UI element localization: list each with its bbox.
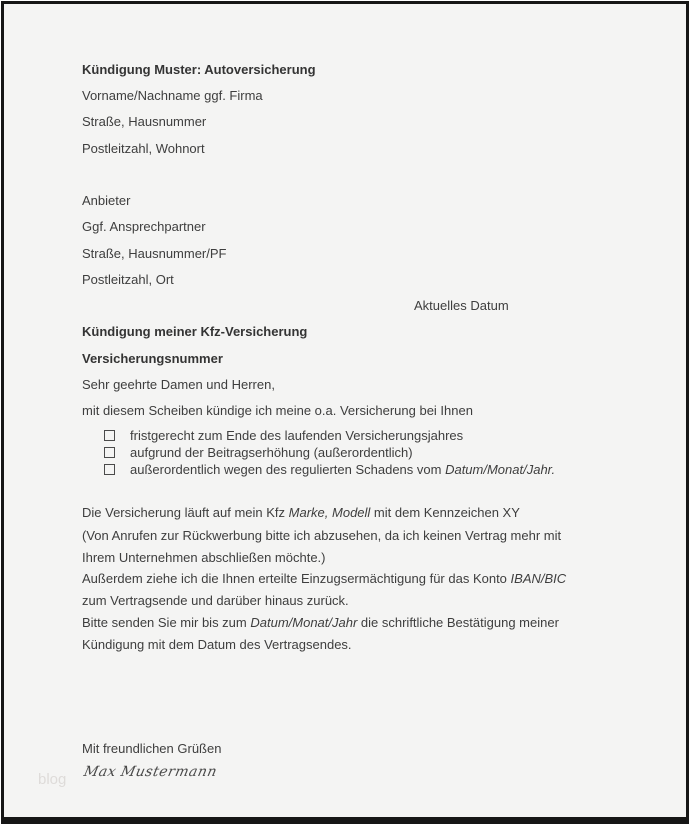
sender-city-line: Postleitzahl, Wohnort [82,141,205,156]
confirmation-text-pre: Bitte senden Sie mir bis zum [82,615,251,630]
account-paragraph [82,568,582,611]
letter-content [4,4,686,817]
checkbox-row-claim [104,462,555,478]
letter-page [1,1,689,824]
checkbox-row-premium-increase [104,445,413,461]
watermark-text: blog [38,771,67,788]
vehicle-text-pre: Die Versicherung läuft auf mein Kfz [82,505,289,520]
checkbox-icon[interactable] [104,464,115,475]
vehicle-text-italic: Marke, Modell [288,505,371,520]
letter-title: Kündigung Muster: Autoversicherung [82,62,316,77]
checkbox-label: aufgrund der Beitragserhöhung (außerordentlich) [130,445,413,460]
confirmation-text-post: die schriftliche Bestätigung meiner Kündigung mit dem Datum des Vertragsendes. [82,615,559,652]
sender-street-line: Straße, Hausnummer [82,114,207,129]
recipient-city-line: Postleitzahl, Ort [82,272,174,287]
intro-sentence: mit diesem Scheiben kündige ich meine o.a. Versicherung bei Ihnen [82,403,473,418]
vehicle-paragraph [82,505,520,521]
checkbox-icon[interactable] [104,430,115,441]
confirmation-text-italic: Datum/Monat/Jahr [250,615,358,630]
account-text-post: zum Vertragsende und darüber hinaus zurück. [82,592,349,608]
insurance-number-line: Versicherungsnummer [82,351,223,366]
account-text-italic: IBAN/BIC [510,571,567,586]
no-calls-paragraph: (Von Anrufen zur Rückwerbung bitte ich abzusehen, da ich keinen Vertrag mehr mit Ihrem Unternehmen abschließen möchte.) [82,528,562,565]
checkbox-label: fristgerecht zum Ende des laufenden Versicherungsjahres [130,428,464,443]
date-placeholder: Aktuelles Datum [414,298,509,313]
confirmation-paragraph [82,612,610,655]
recipient-street-line: Straße, Hausnummer/PF [82,246,227,261]
sender-name-line: Vorname/Nachname ggf. Firma [82,88,263,103]
checkbox-icon[interactable] [104,447,115,458]
subject-line: Kündigung meiner Kfz-Versicherung [82,324,308,339]
checkbox-row-deadline [104,428,463,444]
salutation: Sehr geehrte Damen und Herren, [82,377,275,392]
checkbox-label: außerordentlich wegen des regulierten Schadens vom [130,462,446,477]
recipient-provider-line: Anbieter [82,193,131,208]
signature-handwriting: Max Mustermann [82,764,219,780]
recipient-contact-line: Ggf. Ansprechpartner [82,219,206,234]
vehicle-text-post: mit dem Kennzeichen XY [370,505,520,520]
checkbox-label-italic: Datum/Monat/Jahr. [445,462,556,477]
account-text-pre: Außerdem ziehe ich die Ihnen erteilte Einzugsermächtigung für das Konto [82,571,511,586]
closing-line: Mit freundlichen Grüßen [82,741,222,756]
